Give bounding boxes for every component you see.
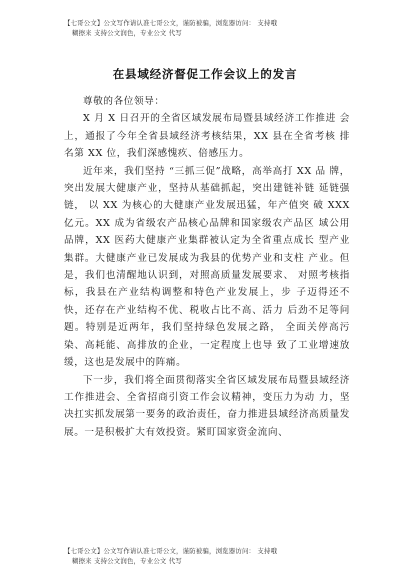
document-title: 在县域经济督促工作会议上的发言 <box>112 67 298 81</box>
paragraph-3: 下一步，我们将全面贯彻落实全省区域发展布局暨县域经济工作推进会、全省招商引资工作会议精神，变压力为动 力，坚决扛实抓发展第一要务的政治责任，奋力推进县域经济高质量发展。一是积极扩大有效投资。紧盯国家资金流向、 <box>64 374 350 438</box>
watermark-line-2: 糊擦来 支持公文润色，专业公文 代写 <box>72 29 182 37</box>
watermark-line-2: 糊擦来 支持公文润色，专业公文 代写 <box>72 557 182 565</box>
salutation: 尊敬的各位领导： <box>83 96 165 107</box>
header-watermark <box>64 18 364 38</box>
paragraph-1: X 月 X 日召开的全省区域发展布局暨县域经济工作推进 会上，通报了今年全省县域经济考核结果，XX 县在全省考核 排名第 XX 位，我们深感愧疚、倍感压力。 <box>64 113 350 160</box>
footer-watermark <box>64 546 364 566</box>
watermark-line-1: 【七哥公文】公文写作请认准七哥公文，谨防被骗，浏览器访问： 支持哦 <box>64 19 278 27</box>
document-body <box>64 93 350 441</box>
watermark-line-1: 【七哥公文】公文写作请认准七哥公文，谨防被骗，浏览器访问： 支持哦 <box>64 547 278 555</box>
paragraph-2: 近年来，我们坚持 “三抓三促”战略，高举高打 XX 品 牌，突出发展大健康产业，坚持从基础抓起，突出建链补链 延链强链， 以 XX 为核心的大健康产业发展迅猛，年产值突 破 XXX 亿元。XX 成为省级农产品核心品牌和国家级农产品区 域公用品牌，XX 医药大健康产业集群被认定为全省重点成长 型产业集群。大健康产业已发展成为我县的优势产业和支柱 产业。但是，我们也清醒地认识到，对照高质量发展要求、 对照考核指标，我县在产业结构调整和特色产业发展上，步 子迈得还不快，还存在产业结构不优、税收占比不高、活力 后劲不足等问题。特别是近两年，我们坚持绿色发展之路， 全面关停高污染、高耗能、高排放的企业，一定程度上也导 致了工业增速放缓，这也是发展中的阵痛。 <box>64 165 350 369</box>
